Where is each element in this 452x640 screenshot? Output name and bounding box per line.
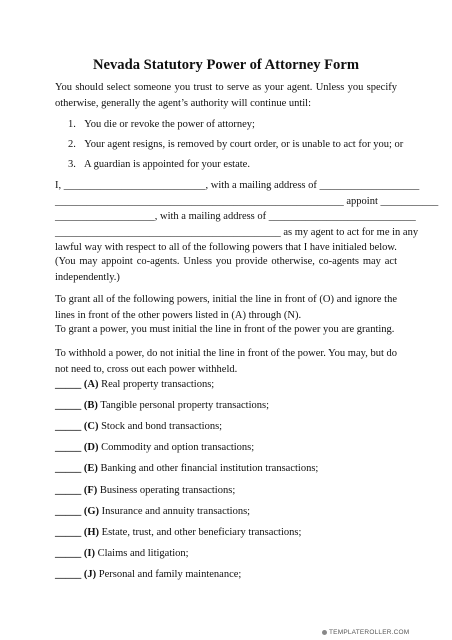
fill-in-line-agent[interactable]: ___________________, with a mailing address of ____________________________ [55,211,416,222]
power-item [55,399,269,413]
power-letter: (A) [83,379,99,390]
power-letter: (D) [83,442,99,453]
condition-item [68,118,255,132]
power-text: Banking and other financial institution transactions; [100,463,319,474]
condition-item [68,158,250,172]
copyright-icon [322,630,327,635]
power-item [55,441,254,455]
fill-in-line-agent-address[interactable]: ___________________________________________ as my agent to act for me in any [55,226,419,238]
page-title: Nevada Statutory Power of Attorney Form [92,57,359,73]
power-item [55,378,214,392]
initial-line[interactable]: _____ [55,506,82,517]
appointment-text: lawful way with respect to all of the following powers that I have initialed below. [55,242,397,253]
condition-item [68,138,403,152]
power-text: Estate, trust, and other beneficiary transactions; [101,527,302,538]
initial-line[interactable]: _____ [55,527,82,538]
intro-paragraph: You should select someone you trust to serve as your agent. Unless you specify otherwise, generally the agent’s authority will continue until: [55,82,397,109]
initial-line[interactable]: _____ [55,548,82,559]
power-item [55,484,235,498]
co-agents-paragraph: (You may appoint co-agents. Unless you provide otherwise, co-agents may act independently.) [55,256,397,283]
initial-line[interactable]: _____ [55,379,82,390]
power-letter: (J) [83,569,97,580]
footer-text: TEMPLATEROLLER.COM [329,629,410,636]
grant-all-paragraph: To grant all of the following powers, initial the line in front of (O) and ignore the lines in front of the other powers listed in (A) through (N). [55,294,397,321]
power-item [55,462,318,476]
initial-line[interactable]: _____ [55,442,82,453]
power-text: Stock and bond transactions; [101,421,223,432]
power-item [55,547,189,561]
fill-in-line-principal[interactable]: I, ___________________________, with a mailing address of ___________________ [55,180,420,191]
power-letter: (G) [83,506,100,517]
condition-number: 3. [68,159,76,170]
initial-line[interactable]: _____ [55,569,82,580]
power-letter: (C) [83,421,99,432]
initial-line[interactable]: _____ [55,400,82,411]
power-item [55,505,250,519]
initial-line[interactable]: _____ [55,485,82,496]
power-text: Real property transactions; [101,379,215,390]
condition-text: Your agent resigns, is removed by court order, or is unable to act for you; or [84,139,404,150]
fill-in-line-address[interactable]: _______________________________________________________ appoint ___________ [55,195,439,207]
power-item [55,568,241,582]
condition-number: 1. [68,119,76,130]
power-letter: (E) [83,463,98,474]
initial-line[interactable]: _____ [55,463,82,474]
footer-watermark [322,629,409,636]
grant-power-paragraph: To grant a power, you must initial the line in front of the power you are granting. [55,324,395,335]
power-letter: (F) [83,485,98,496]
power-item [55,420,222,434]
power-text: Personal and family maintenance; [98,569,242,580]
power-item [55,526,301,540]
condition-text: A guardian is appointed for your estate. [84,159,250,170]
power-letter: (I) [83,548,95,559]
condition-text: You die or revoke the power of attorney; [84,119,255,130]
power-text: Commodity and option transactions; [101,442,255,453]
condition-number: 2. [68,139,76,150]
withhold-power-paragraph: To withhold a power, do not initial the line in front of the power. You may, but do not need to, cross out each power withheld. [55,348,397,375]
agent-appointment-block [55,178,439,256]
initial-line[interactable]: _____ [55,421,82,432]
power-text: Business operating transactions; [99,485,236,496]
power-text: Tangible personal property transactions; [100,400,269,411]
power-text: Claims and litigation; [97,548,189,559]
power-letter: (H) [83,527,100,538]
power-text: Insurance and annuity transactions; [101,506,251,517]
power-letter: (B) [83,400,98,411]
